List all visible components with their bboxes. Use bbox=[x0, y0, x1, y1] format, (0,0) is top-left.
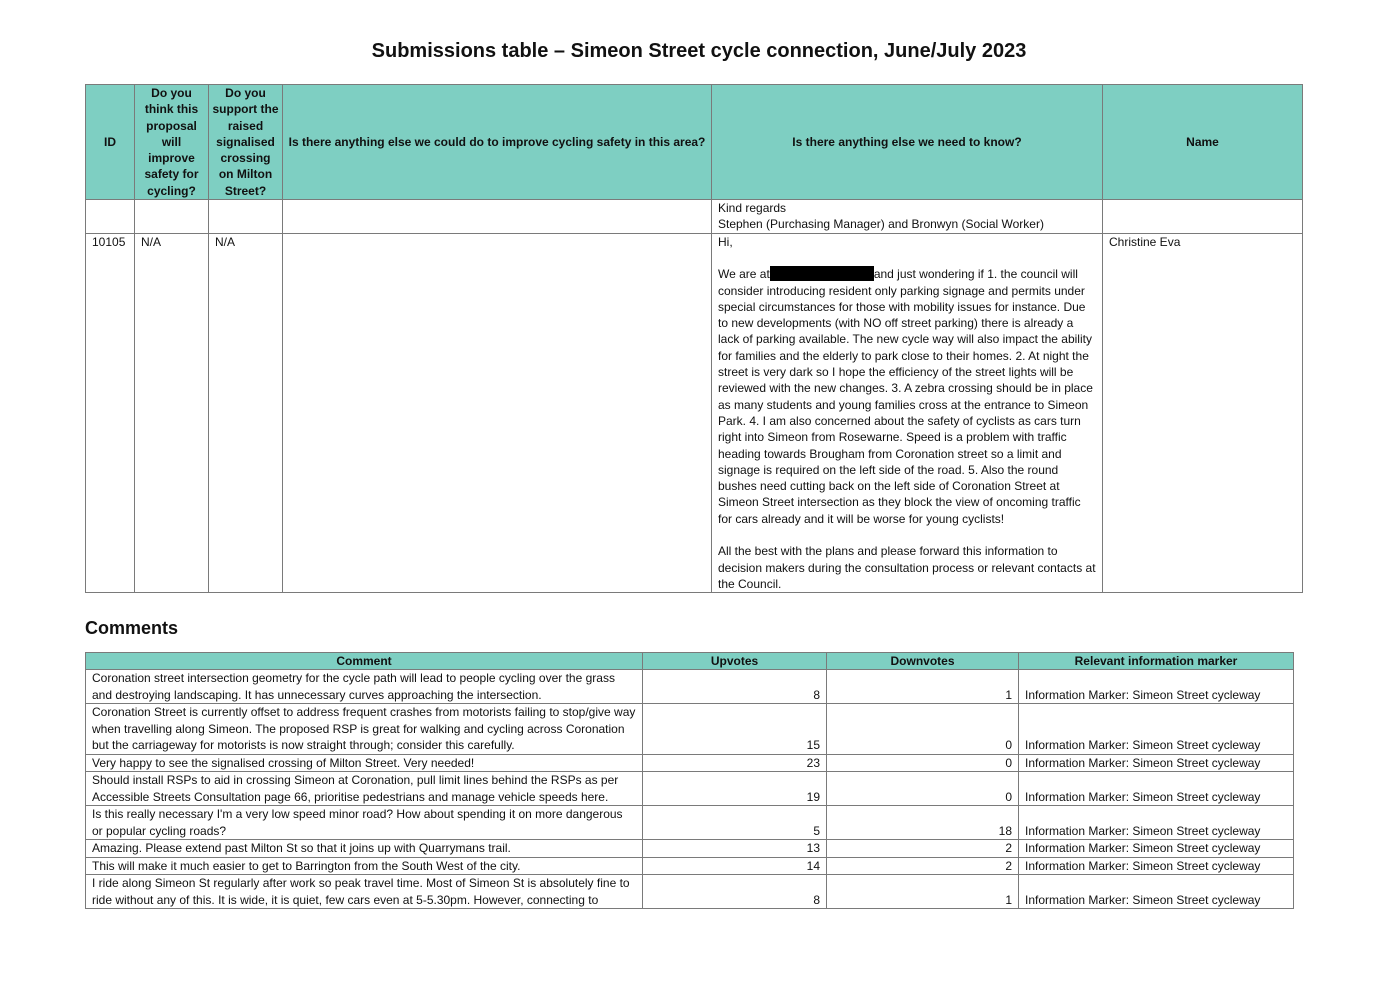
sign-off: Kind regards bbox=[718, 201, 787, 216]
header-support: Do you support the raised signalised crossing on Milton Street? bbox=[209, 85, 283, 200]
comments-table bbox=[85, 652, 1294, 909]
marker-value: Information Marker: Simeon Street cycleway bbox=[1019, 670, 1294, 704]
header-know: Is there anything else we need to know? bbox=[712, 85, 1103, 200]
comments-body bbox=[86, 670, 1294, 909]
cell-safety: N/A bbox=[135, 233, 209, 593]
header-safety: Do you think this proposal will improve safety for cycling? bbox=[135, 85, 209, 200]
marker-value: Information Marker: Simeon Street cycleway bbox=[1019, 806, 1294, 840]
comment-row bbox=[86, 875, 1294, 909]
downvotes-value: 0 bbox=[827, 772, 1019, 806]
upvotes-value: 8 bbox=[643, 875, 827, 909]
comment-text: Coronation street intersection geometry for the cycle path will lead to people cycling over the grass and destroying landscaping. It has unnecessary curves approaching the intersection. bbox=[86, 670, 643, 704]
comment-row bbox=[86, 772, 1294, 806]
upvotes-value: 15 bbox=[643, 704, 827, 755]
upvotes-value: 5 bbox=[643, 806, 827, 840]
signatories: Stephen (Purchasing Manager) and Bronwyn (Social Worker) bbox=[718, 217, 1044, 232]
comment-text: I ride along Simeon St regularly after work so peak travel time. Most of Simeon St is absolutely fine to ride without any of this. It is wide, it is quiet, few cars even at 5-5.30pm. However, connecting to bbox=[86, 875, 643, 909]
text-after-redaction: and just wondering if 1. the council will consider introducing resident only parking signage and permits under special circumstances for those with mobility issues for instance. Due to new developments (with NO off street parking) there is already a lack of parking available. The new cycle way will also impact the ability for families and the elderly to park close to their homes. 2. At night the street is very dark so I hope the efficiency of the street lights will be reviewed with the new changes. 3. A zebra crossing should be in place as many students and young families cross at the entrance to Simeon Park. 4. I am also concerned about the safety of cyclists as cars turn right into Simeon from Rosewarne. Speed is a problem with traffic heading towards Brougham from Coronation street so a limit and signage is required on the left side of the road. 5. Also the round bushes need cutting back on the left side of Coronation Street at Simeon Street intersection as they block the view of oncoming traffic for cars already and it will be worse for young cyclists! bbox=[718, 267, 1093, 526]
cell-id: 10105 bbox=[86, 233, 135, 593]
cell-name: Christine Eva bbox=[1103, 233, 1303, 593]
downvotes-value: 1 bbox=[827, 670, 1019, 704]
cell-support: N/A bbox=[209, 233, 283, 593]
comment-text: Is this really necessary I'm a very low speed minor road? How about spending it on more dangerous or popular cycling roads? bbox=[86, 806, 643, 840]
header-name: Name bbox=[1103, 85, 1303, 200]
cell-safety bbox=[135, 200, 209, 234]
upvotes-value: 14 bbox=[643, 857, 827, 875]
submission-closing: All the best with the plans and please forward this information to decision makers during the consultation process or relevant contacts at the Council. bbox=[718, 544, 1096, 591]
comment-text: Very happy to see the signalised crossing of Milton Street. Very needed! bbox=[86, 754, 643, 772]
upvotes-value: 13 bbox=[643, 840, 827, 858]
comments-heading: Comments bbox=[85, 618, 179, 638]
cell-know bbox=[712, 200, 1103, 234]
downvotes-value: 1 bbox=[827, 875, 1019, 909]
header-downvotes: Downvotes bbox=[827, 653, 1019, 670]
comments-header-row bbox=[86, 653, 1294, 670]
marker-value: Information Marker: Simeon Street cycleway bbox=[1019, 772, 1294, 806]
redaction-block bbox=[770, 266, 874, 281]
comment-text: Should install RSPs to aid in crossing Simeon at Coronation, pull limit lines behind the RSPs as per Accessible Streets Consultation page 66, prioritise pedestrians and manage vehicle speeds here. bbox=[86, 772, 643, 806]
submissions-header-row bbox=[86, 85, 1303, 200]
header-comment: Comment bbox=[86, 653, 643, 670]
submission-row bbox=[86, 200, 1303, 234]
cell-know bbox=[712, 233, 1103, 593]
comment-row bbox=[86, 857, 1294, 875]
marker-value: Information Marker: Simeon Street cycleway bbox=[1019, 875, 1294, 909]
cell-support bbox=[209, 200, 283, 234]
header-improve: Is there anything else we could do to improve cycling safety in this area? bbox=[283, 85, 712, 200]
header-marker: Relevant information marker bbox=[1019, 653, 1294, 670]
submission-row bbox=[86, 233, 1303, 593]
upvotes-value: 8 bbox=[643, 670, 827, 704]
text-before-redaction: We are at bbox=[718, 267, 770, 282]
comment-row bbox=[86, 670, 1294, 704]
cell-improve bbox=[283, 200, 712, 234]
downvotes-value: 18 bbox=[827, 806, 1019, 840]
marker-value: Information Marker: Simeon Street cycleway bbox=[1019, 857, 1294, 875]
greeting: Hi, bbox=[718, 234, 733, 249]
comment-row bbox=[86, 754, 1294, 772]
marker-value: Information Marker: Simeon Street cycleway bbox=[1019, 840, 1294, 858]
header-id: ID bbox=[86, 85, 135, 200]
cell-improve bbox=[283, 233, 712, 593]
marker-value: Information Marker: Simeon Street cycleway bbox=[1019, 704, 1294, 755]
comment-row bbox=[86, 806, 1294, 840]
submission-paragraph bbox=[718, 266, 1096, 527]
comment-text: Amazing. Please extend past Milton St so that it joins up with Quarrymans trail. bbox=[86, 840, 643, 858]
cell-id bbox=[86, 200, 135, 234]
upvotes-value: 23 bbox=[643, 754, 827, 772]
marker-value: Information Marker: Simeon Street cycleway bbox=[1019, 754, 1294, 772]
comment-text: This will make it much easier to get to Barrington from the South West of the city. bbox=[86, 857, 643, 875]
comment-text: Coronation Street is currently offset to address frequent crashes from motorists failing to stop/give way when travelling along Simeon. The proposed RSP is great for walking and cycling across Coronation but the carriageway for motorists is now straight through; consider this carefully. bbox=[86, 704, 643, 755]
submissions-table bbox=[85, 84, 1303, 593]
downvotes-value: 2 bbox=[827, 857, 1019, 875]
comment-row bbox=[86, 704, 1294, 755]
cell-name bbox=[1103, 200, 1303, 234]
comment-row bbox=[86, 840, 1294, 858]
upvotes-value: 19 bbox=[643, 772, 827, 806]
downvotes-value: 0 bbox=[827, 754, 1019, 772]
header-upvotes: Upvotes bbox=[643, 653, 827, 670]
page-title: Submissions table – Simeon Street cycle connection, June/July 2023 bbox=[371, 40, 1027, 62]
downvotes-value: 2 bbox=[827, 840, 1019, 858]
downvotes-value: 0 bbox=[827, 704, 1019, 755]
